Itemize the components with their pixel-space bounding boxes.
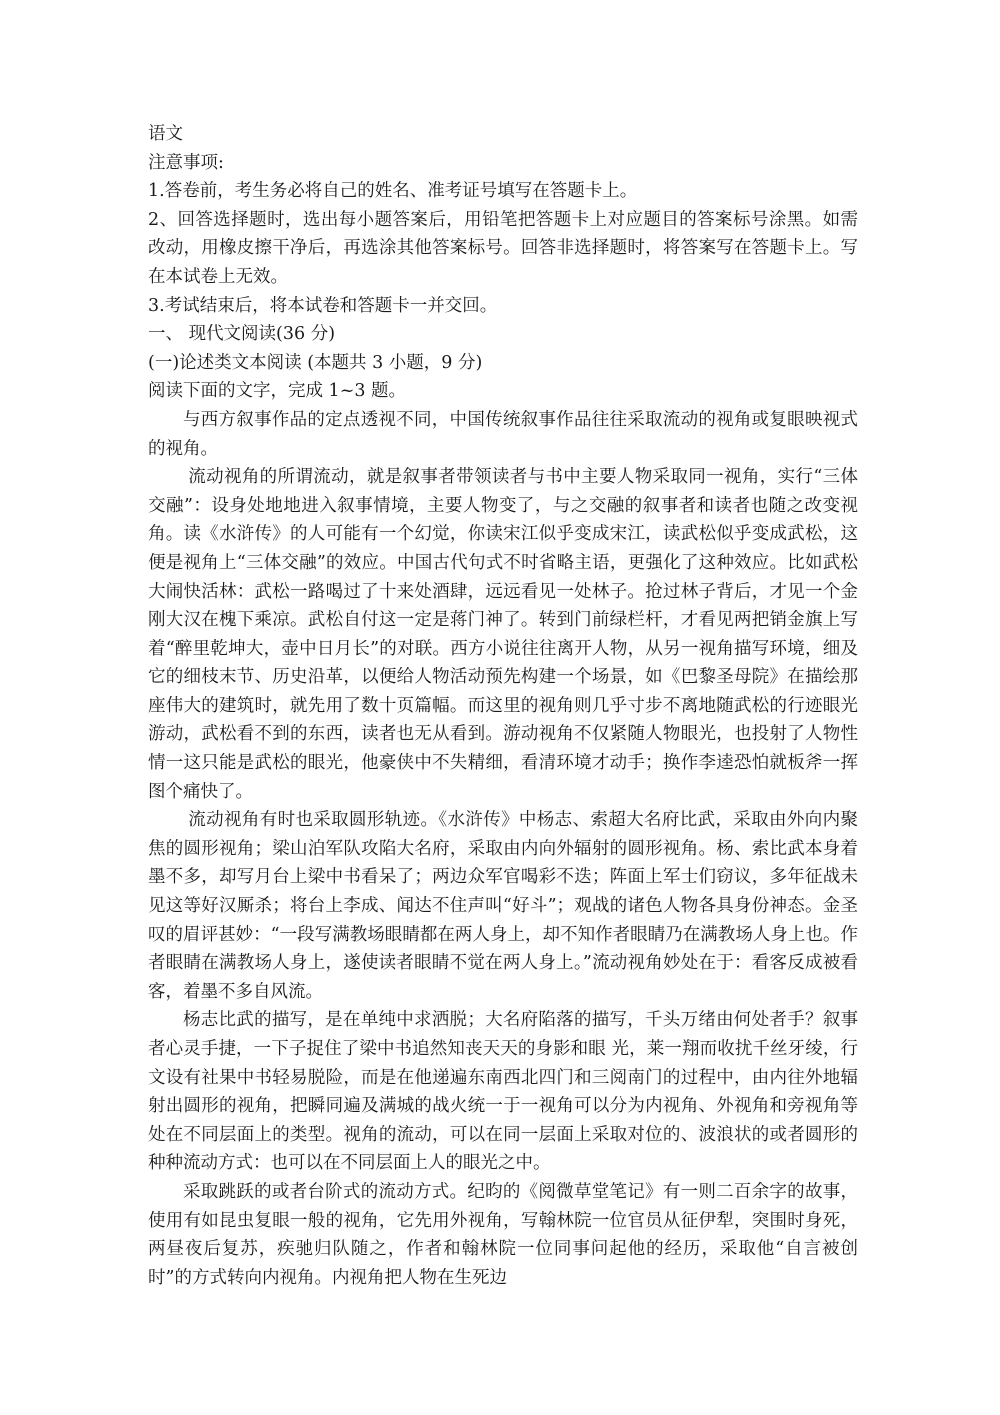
subsection-heading: (一)论述类文本阅读 (本题共 3 小题，9 分) — [148, 352, 483, 373]
notice-heading: 注意事项: — [148, 152, 224, 173]
article-paragraph-5: 采取跳跃的或者台阶式的流动方式。纪昀的《阅微草堂笔记》有一则二百余字的故事，使用有如昆虫复眼一般的视角，它先用外视角，写翰林院一位官员从征伊犁，突围时身死，两昼夜后复苏，疾驰归队随之，作者和翰林院一位同事问起他的经历，采取他“自言被创时”的方式转向内视角。内视角把人物在生死边 — [148, 1181, 858, 1288]
reading-instruction: 阅读下面的文字，完成 1~3 题。 — [148, 381, 407, 402]
article-paragraph-2: 流动视角的所谓流动，就是叙事者带领读者与书中主要人物采取同一视角，实行“三体交融”：设身处地地进入叙事情境，主要人物变了，与之交融的叙事者和读者也随之改变视角。读《水浒传》的人可能有一个幻觉，你读宋江似乎变成宋江，读武松似乎变成武松，这便是视角上“三体交融”的效应。中国古代句式不时省略主语，更强化了这种效应。比如武松大闹快活林：武松一路喝过了十来处酒肆，远远看见一处林子。抢过林子背后，才见一个金刚大汉在槐下乘凉。武松自付这一定是蒋门神了。转到门前绿栏杆，才看见两把销金旗上写着“醉里乾坤大，壶中日月长”的对联。西方小说往往离开人物，从另一视角描写环境，细及它的细枝末节、历史沿革，以便给人物活动预先构建一个场景，如《巴黎圣母院》在描绘那座伟大的建筑时，就先用了数十页篇幅。而这里的视角则几乎寸步不离地随武松的行迹眼光游动，武松看不到的东西，读者也无从看到。游动视角不仅紧随人物眼光，也投射了人物性情一这只能是武松的眼光，他豪侠中不失精细，看清环境才动手；换作李逵恐怕就板斧一挥图个痛快了。 — [148, 467, 858, 802]
notice-item-2: 2、回答选择题时，选出每小题答案后，用铅笔把答题卡上对应题目的答案标号涂黑。如需改动，用橡皮擦干净后，再选涂其他答案标号。回答非选择题时，将答案写在答题卡上。写在本试卷上无效。 — [148, 209, 858, 287]
article-paragraph-1: 与西方叙事作品的定点透视不同，中国传统叙事作品往往采取流动的视角或复眼映视式的视角。 — [148, 409, 858, 459]
article-paragraph-3: 流动视角有时也采取圆形轨迹。《水浒传》中杨志、索超大名府比武，采取由外向内聚焦的圆形视角；梁山泊军队攻陷大名府，采取由内向外辐射的圆形视角。杨、索比武本身着墨不多，却写月台上梁中书看呆了；两边众军官喝彩不迭；阵面上军士们窃议，多年征战未见这等好汉厮杀；将台上李成、闻达不住声叫“好斗”；观战的诸色人物各具身份神态。金圣叹的眉评甚妙：“一段写满教场眼睛都在两人身上，却不知作者眼睛乃在满教场人身上也。作者眼睛在满教场人身上，遂使读者眼睛不觉在两人身上。”流动视角妙处在于：看客反成被看客，着墨不多自风流。 — [148, 810, 858, 1002]
section-heading: 一、 现代文阅读(36 分) — [148, 324, 336, 345]
notice-item-1: 1.答卷前，考生务必将自己的姓名、准考证号填写在答题卡上。 — [148, 181, 638, 202]
subject-title: 语文 — [148, 124, 183, 144]
notice-item-3: 3.考试结束后，将本试卷和答题卡一并交回。 — [148, 295, 498, 316]
exam-page — [148, 120, 858, 1292]
article-paragraph-4: 杨志比武的描写，是在单纯中求洒脱；大名府陷落的描写，千头万绪由何处者手？叙事者心灵手捷，一下子捉住了梁中书追然知丧天天的身影和眼 光，莱一翔而收扰千丝牙绫，行文设有社果中书轻易脱险，而是在他递遍东南西北四门和三阅南门的过程中，由内往外地辐射出圆形的视角，把瞬同遍及满城的战火统一于一视角可以分为内视角、外视角和旁视角等处在不同层面上的类型。视角的流动，可以在同一层面上采取对位的、波浪状的或者圆形的种种流动方式：也可以在不同层面上人的眼光之中。 — [148, 1010, 858, 1174]
